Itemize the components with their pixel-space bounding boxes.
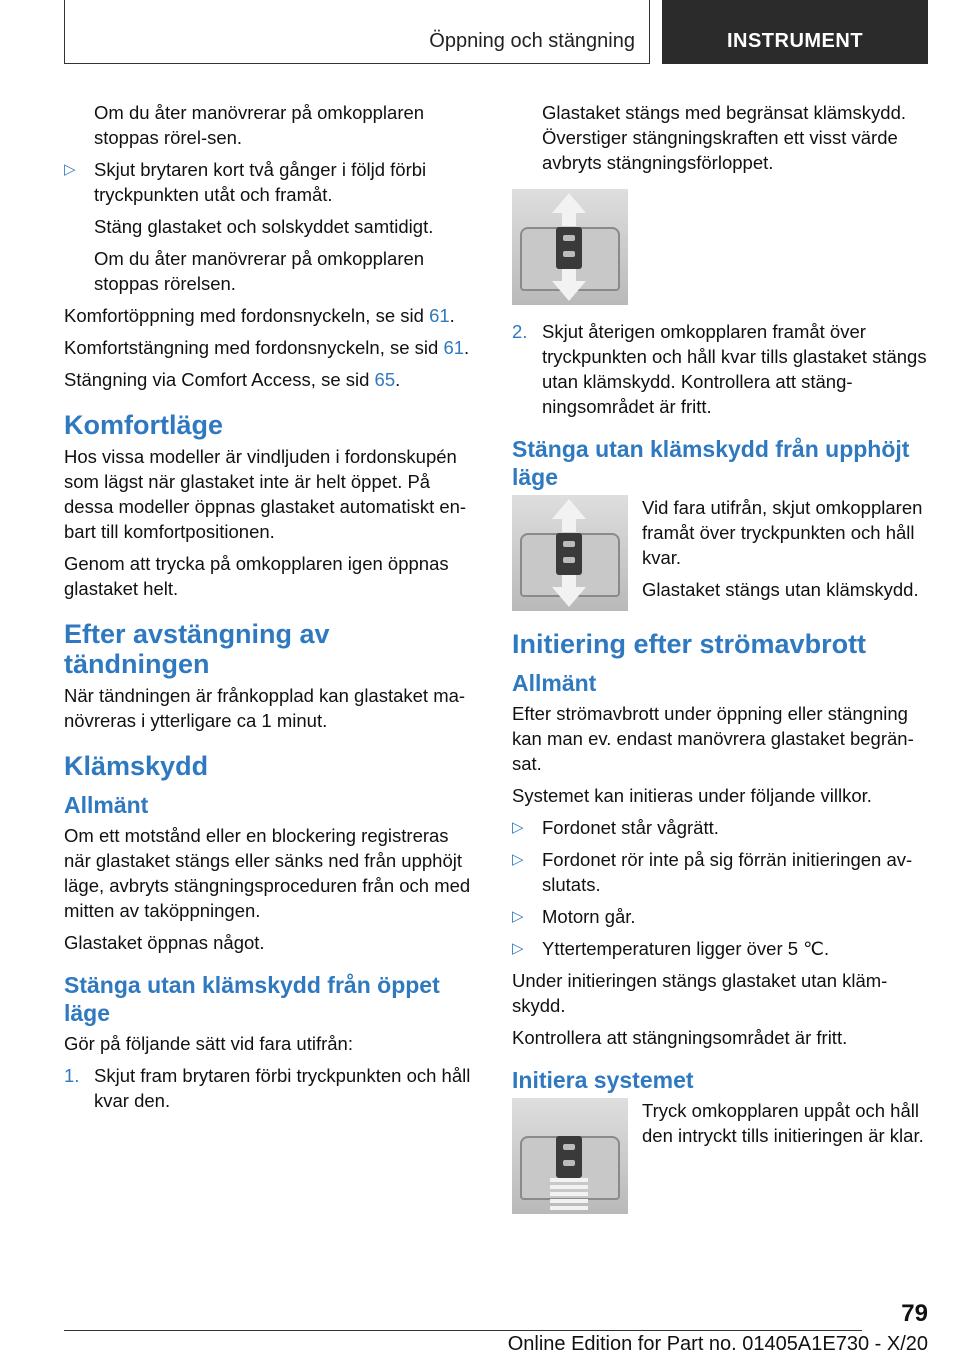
figure-with-text xyxy=(512,1098,928,1214)
heading-efter-avstangning: Efter avstängning av tändningen xyxy=(64,619,330,679)
paragraph: Om du åter manövrerar på omkopplaren stoppas rörelsen. xyxy=(94,248,425,294)
page-header xyxy=(64,0,928,64)
list-item: ▷ Fordonet står vågrätt. xyxy=(512,817,719,838)
heading-initiering: Initiering efter strömavbrott xyxy=(512,629,867,659)
chapter-tab xyxy=(662,0,928,64)
heading-allmant: Allmänt xyxy=(512,670,597,696)
paragraph: Under initieringen stängs glastaket utan kläm-skydd. xyxy=(512,970,888,1016)
right-column xyxy=(512,100,928,1214)
paragraph: Efter strömavbrott under öppning eller stängning kan man ev. endast manövrera glastaket begrän-sat. xyxy=(512,703,914,774)
paragraph: Hos vissa modeller är vindljuden i fordonskupén som lägst när glastaket inte är helt öppet. På dessa modeller öppnas glastaket automatiskt en-bart till komfortpositionen. xyxy=(64,446,467,542)
paragraph: Stäng glastaket och solskyddet samtidigt. xyxy=(94,216,434,237)
list-item: ▷ Fordonet rör inte på sig förrän initieringen av-slutats. xyxy=(512,849,913,895)
paragraph: Om du åter manövrerar på omkopplaren stoppas rörel-sen. xyxy=(94,102,425,148)
list-item: 1. Skjut fram brytaren förbi tryckpunkten och håll kvar den. xyxy=(64,1065,471,1111)
paragraph: Glastaket stängs med begränsat klämskydd. Överstiger stängningskraften ett visst värde avbryts stängningsförloppet. xyxy=(542,102,907,173)
figure-with-text xyxy=(512,495,928,611)
paragraph: Tryck omkopplaren uppåt och håll den intryckt tills initieringen är klar. xyxy=(642,1100,924,1146)
heading-klamskydd: Klämskydd xyxy=(64,751,209,781)
section-title: Öppning och stängning xyxy=(429,30,635,52)
chapter-title: INSTRUMENT xyxy=(726,30,864,52)
heading-komfortlage: Komfortläge xyxy=(64,410,224,440)
list-item: ▷ Motorn går. xyxy=(512,906,636,927)
paragraph: Genom att trycka på omkopplaren igen öppnas glastaket helt. xyxy=(64,553,449,599)
page-link[interactable]: 61 xyxy=(443,337,465,358)
switch-up-down-illustration xyxy=(512,495,628,611)
heading-allmant: Allmänt xyxy=(64,792,149,818)
cross-reference: Komfortstängning med fordonsnyckeln, se sid 61. xyxy=(64,337,470,358)
section-tab xyxy=(64,0,650,64)
triangle-bullet-icon: ▷ xyxy=(512,940,524,957)
paragraph: Glastaket öppnas något. xyxy=(64,932,265,953)
paragraph: Vid fara utifrån, skjut omkopplaren framåt över tryckpunkten och håll kvar. xyxy=(642,497,923,568)
paragraph: När tändningen är frånkopplad kan glastaket ma-növreras i ytterligare ca 1 minut. xyxy=(64,685,466,731)
triangle-bullet-icon: ▷ xyxy=(64,161,76,178)
page-number: 79 xyxy=(901,1300,928,1327)
triangle-bullet-icon: ▷ xyxy=(512,908,524,925)
list-item: ▷ Yttertemperaturen ligger över 5 ℃. xyxy=(512,938,830,959)
page-link[interactable]: 65 xyxy=(374,369,396,390)
heading-initiera-systemet: Initiera systemet xyxy=(512,1067,694,1093)
paragraph: Kontrollera att stängningsområdet är fritt. xyxy=(512,1027,848,1048)
footer-edition: Online Edition for Part no. 01405A1E730 - X/20 xyxy=(507,1333,928,1355)
list-item: ▷ Skjut brytaren kort två gånger i följd förbi tryckpunkten utåt och framåt. xyxy=(64,159,427,205)
heading-stanga-oppet: Stänga utan klämskydd från öppet läge xyxy=(64,972,440,1026)
triangle-bullet-icon: ▷ xyxy=(512,819,524,836)
left-column xyxy=(64,100,479,1120)
page-link[interactable]: 61 xyxy=(429,305,450,326)
paragraph: Systemet kan initieras under följande villkor. xyxy=(512,785,872,806)
step-number: 2. xyxy=(512,321,528,342)
switch-press-up-illustration xyxy=(512,1098,628,1214)
heading-stanga-upphojt: Stänga utan klämskydd från upphöjt läge xyxy=(512,436,910,490)
triangle-bullet-icon: ▷ xyxy=(512,851,524,868)
cross-reference: Komfortöppning med fordonsnyckeln, se sid 61. xyxy=(64,305,455,326)
paragraph: Om ett motstånd eller en blockering registreras när glastaket stängs eller sänks ned från upphöjt läge, avbryts stängningsproceduren från och med mitten av taköppningen. xyxy=(64,825,471,921)
footer-divider xyxy=(64,1330,862,1331)
cross-reference: Stängning via Comfort Access, se sid 65. xyxy=(64,369,401,390)
paragraph: Glastaket stängs utan klämskydd. xyxy=(642,579,919,600)
switch-up-down-illustration xyxy=(512,189,628,305)
paragraph: Gör på följande sätt vid fara utifrån: xyxy=(64,1033,353,1054)
step-number: 1. xyxy=(64,1065,80,1086)
list-item: 2. Skjut återigen omkopplaren framåt över tryckpunkten och håll kvar tills glastaket stängs utan klämskydd. Kontrollera att stäng-ningsområdet är fritt. xyxy=(512,321,927,417)
